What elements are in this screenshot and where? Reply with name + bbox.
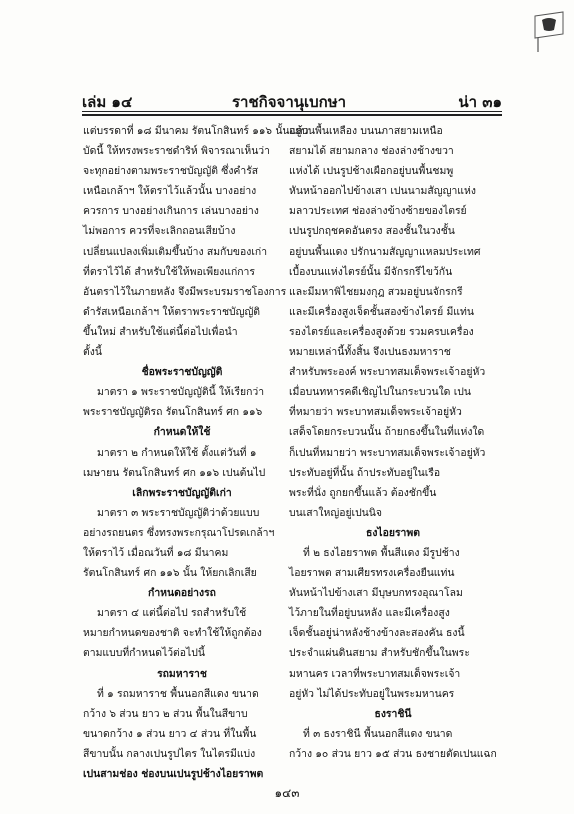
section-heading: กำหนดให้ใช้ bbox=[153, 426, 211, 439]
text-line: อยู่บนพื้นแดง ปรักนามสัญญาแหลมประเทศ bbox=[289, 245, 481, 258]
text-line: อันตราไว้ในภายหลัง จึงมีพระบรมราชโองการ bbox=[83, 285, 287, 298]
text-line: เหนือเกล้าฯ ให้ตราไว้แล้วนั้น บางอย่าง bbox=[83, 185, 257, 198]
text-line: อยู่บนพื้นเหลือง บนนภาสยามเหนือ bbox=[289, 125, 443, 137]
page-header bbox=[82, 90, 502, 110]
text-line: บัดนี้ ให้ทรงพระราชดำริห์ พิจารณาเห็นว่า bbox=[83, 145, 270, 158]
text-line: ตามแบบที่กำหนดไว้ต่อไปนี้ bbox=[83, 647, 205, 660]
text-line: สำหรับพระองค์ พระบาทสมเด็จพระเจ้าอยู่หัว bbox=[289, 366, 486, 379]
text-line: ที่หมายว่า พระบาทสมเด็จพระเจ้าอยู่หัว bbox=[289, 406, 462, 419]
text-line: บนเสาใหญ่อยู่เปนนิจ bbox=[289, 506, 382, 519]
text-line: ขึ้นใหม่ สำหรับใช้แต่นี้ต่อไปเพื่อนำ bbox=[83, 325, 238, 338]
text-line: เบื้องบนแห่งไตรย์นั้น มีจักรกรีไขว้กัน bbox=[289, 265, 453, 278]
text-line: เปลี่ยนแปลงเพิ่มเติมขึ้นบ้าง สมกับของเก่า bbox=[83, 245, 268, 258]
text-line: และมีมหาพิไชยมงกุฎ สวมอยู่บนจักรกรี bbox=[289, 285, 463, 298]
text-line: อย่างรถยนตร ซึ่งทรงพระกรุณาโปรดเกล้าฯ bbox=[83, 526, 275, 539]
header-rule-double bbox=[82, 114, 502, 116]
text-line: ไอยราพต สามเศียรทรงเครื่องยืนแท่น bbox=[289, 567, 455, 580]
text-line: แห่งได้ เปนรูปช้างเผือกอยู่บนพื้นชมพู bbox=[289, 165, 454, 178]
text-line: ที่ตราไว้ได้ สำหรับใช้ให้พอเพียงแก่การ bbox=[83, 265, 255, 278]
text-line: หันหน้าไปข้างเสา มีบุษบกทรงอุณาโลม bbox=[289, 587, 463, 600]
text-line: ที่ ๓ ธงราชินี พื้นนอกสีแดง ขนาด bbox=[303, 727, 453, 740]
section-heading: กำหนดอย่างรถ bbox=[148, 587, 216, 600]
text-line: มลาวประเทศ ช่องล่างข้างซ้ายของไตรย์ bbox=[289, 205, 467, 218]
gazette-title: ราชกิจจานุเบกษา bbox=[232, 93, 347, 111]
text-line: หมายเหล่านี้ทั้งสิ้น จึงเปนธงมหาราช bbox=[289, 346, 451, 359]
text-line: สีขาบนั้น กลางเปนรูปไตร ในไตรมีแบ่ง bbox=[83, 747, 256, 760]
text-line: สยามได้ สยามกลาง ช่องล่างช้างขวา bbox=[289, 145, 454, 158]
section-heading: ธงไอยราพต bbox=[366, 526, 420, 539]
page-number-header: น่า ๓๑ bbox=[458, 93, 502, 111]
text-line: ที่ ๑ รถมหาราช พื้นนอกสีแดง ขนาด bbox=[97, 687, 259, 700]
header-rule bbox=[82, 111, 502, 112]
text-line: ที่ ๒ ธงไอยราพต พื้นสีแดง มีรูปช้าง bbox=[303, 546, 460, 559]
section-heading: ชื่อพระราชบัญญัติ bbox=[141, 366, 223, 379]
seal-emblem-icon bbox=[532, 10, 566, 54]
text-line: ให้ตราไว้ เมื่อณวันที่ ๑๘ มีนาคม bbox=[83, 546, 229, 559]
text-line: มาตรา ๑ พระราชบัญญัตินี้ ให้เรียกว่า bbox=[97, 386, 265, 399]
text-line: พระที่นั่ง ถูกยกขึ้นแล้ว ต้องชักขึ้น bbox=[289, 486, 437, 499]
text-line: และมีเครื่องสูงเจ็ดชั้นสองข้างไตรย์ มีแท่น bbox=[289, 305, 474, 318]
text-line: ขนาดกว้าง ๑ ส่วน ยาว ๔ ส่วน ที่ในพื้น bbox=[83, 727, 257, 740]
volume-number: เล่ม ๑๔ bbox=[82, 93, 133, 111]
text-line: ก็เปนที่หมายว่า พระบาทสมเด็จพระเจ้าอยู่หัว bbox=[289, 446, 486, 459]
text-line: ประจำแผ่นดินสยาม สำหรับชักขึ้นในพระ bbox=[289, 647, 470, 660]
text-column-right bbox=[289, 121, 497, 764]
text-line: ไว้ภายในที่อยู่บนหลัง และมีเครื่องสูง bbox=[289, 607, 450, 620]
text-line: ควรการ บางอย่างเกินการ เล่นบางอย่าง bbox=[83, 205, 259, 218]
text-line: มาตรา ๓ พระราชบัญญัติว่าด้วยแบบ bbox=[97, 506, 260, 519]
text-line: มาตรา ๔ แต่นี้ต่อไป รถสำหรับใช้ bbox=[97, 607, 247, 620]
text-line: หันหน้าออกไปข้างเสา เปนนามสัญญาแห่ง bbox=[289, 185, 476, 198]
text-line: เจ็ดชั้นอยู่น่าหลังช้างข้างละสองคัน ธงนี้ bbox=[289, 627, 465, 640]
text-line: มหานคร เวลาที่พระบาทสมเด็จพระเจ้า bbox=[289, 667, 461, 680]
text-line: ดำรัสเหนือเกล้าฯ ให้ตราพระราชบัญญัติ bbox=[83, 305, 261, 318]
text-line: ตั้งนี้ bbox=[83, 346, 102, 359]
text-line: เปนรูปกฤชคดอันตรง สองชั้นในวงชั้น bbox=[289, 225, 455, 238]
text-line: แต่บรรดาที่ ๑๘ มีนาคม รัตนโกสินทร์ ๑๑๖ นั้นแล้ว bbox=[83, 125, 309, 137]
section-heading: รถมหาราช bbox=[157, 667, 207, 680]
text-line: รองไตรย์และเครื่องสูงด้วย รวมครบเครื่อง bbox=[289, 325, 474, 338]
text-line: จะทุกอย่างตามพระราชบัญญัติ ซึ่งคำรัส bbox=[83, 165, 259, 178]
text-line: กว้าง ๑๐ ส่วน ยาว ๑๕ ส่วน ธงชายตัดเปนแฉก bbox=[289, 747, 497, 760]
text-line: มาตรา ๒ กำหนดให้ใช้ ตั้งแต่วันที่ ๑ bbox=[97, 446, 257, 459]
text-line: เมษายน รัตนโกสินทร์ ศก ๑๑๖ เปนต้นไป bbox=[83, 466, 266, 479]
text-line: รัตนโกสินทร์ ศก ๑๑๖ นั้น ให้ยกเลิกเสีย bbox=[83, 567, 257, 580]
text-line: ไม่พอการ ควรที่จะเลิกถอนเสียบ้าง bbox=[83, 225, 236, 238]
text-line: อยู่หัว ไม่ได้ประทับอยู่ในพระมหานคร bbox=[289, 687, 455, 700]
text-line: เสด็จโดยกระบวนนั้น ถ้ายกธงขึ้นในที่แห่งใด bbox=[289, 426, 485, 439]
text-line: หมายกำหนดของชาติ จะทำใช้ให้ถูกต้อง bbox=[83, 627, 262, 640]
page-footer-number: ๑๔๓ bbox=[274, 786, 300, 800]
text-column-left bbox=[83, 121, 309, 784]
text-line: กว้าง ๖ ส่วน ยาว ๒ ส่วน พื้นในสีขาบ bbox=[83, 707, 248, 720]
text-line: พระราชบัญญัติรถ รัตนโกสินทร์ ศก ๑๑๖ bbox=[83, 406, 263, 419]
text-line: ประทับอยู่ที่นั้น ถ้าประทับอยู่ในเรือ bbox=[289, 466, 441, 479]
text-line: เปนสามช่อง ช่องบนเปนรูปช้างไอยราพต bbox=[83, 768, 264, 780]
section-heading: ธงราชินี bbox=[374, 707, 412, 720]
section-heading: เลิกพระราชบัญญัติเก่า bbox=[132, 486, 232, 499]
text-line: เมื่อบนทหารคดีเชิญไปในกระบวนใด เปน bbox=[289, 386, 471, 399]
